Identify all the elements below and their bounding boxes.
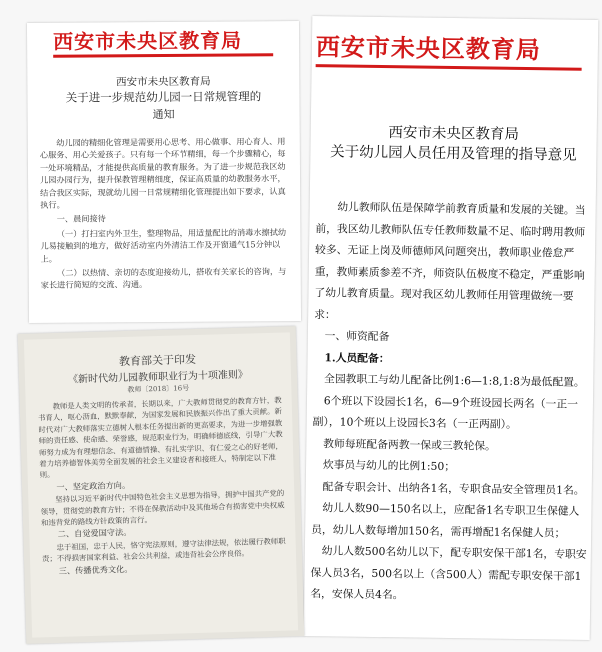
- photo-heading: 二、自觉爱国守法。: [57, 527, 132, 540]
- doc-right-title-line1: 西安市未央区教育局: [388, 125, 520, 143]
- photo-body: [38, 395, 287, 579]
- photo-title-line1: 教育部关于印发: [118, 352, 197, 369]
- doc-right-subheading-bold: 1.人员配备：: [324, 350, 390, 365]
- doc-right-banner-text: 西安市未央区教育局: [315, 33, 542, 65]
- doc-left-paragraph: 幼儿园的精细化管理是需要用心思考、用心做事、用心育人、用心服务、用心关爱孩子。只有每一个环节精细，每一个步骤精心，每一处环境精品，才能提供高质量的教育服务。为了进一步规范我区幼儿园办园行为，提升保教管理精细度，保证高质量的幼教服务水平，结合我区实际，现就幼儿园一日常规精细化管理提出如下要求，认真执行。: [39, 136, 286, 210]
- notice-document-left: [27, 21, 301, 323]
- doc-left-title-line1: 西安市未央区教育局: [116, 75, 211, 89]
- doc-right-line: 全园教职工与幼儿配备比例1:6—1:8,1:8为最低配置。: [323, 372, 585, 389]
- photo-paragraph: 忠于祖国，忠于人民，恪守宪法原则，遵守法律法规，依法履行教师职责；不得损害国家利益、社会公共利益，或违背社会公序良俗。: [41, 536, 286, 564]
- doc-right-line: 6个班以下设园长1名，6—9个班设园长两名（一正一副），10个班以上设园长3名（一正两副）。: [312, 393, 579, 431]
- doc-right-body: [310, 196, 592, 608]
- doc-right-title-line2: 关于幼儿园人员任用及管理的指导意见: [330, 144, 577, 164]
- photo-heading: 三、传播优秀文化。: [58, 563, 133, 576]
- doc-right-intro: 幼儿教师队伍是保障学前教育质量和发展的关键。当前，我区幼儿教师队伍专任教师数量不足、临时聘用教师较多、无证上岗及师德师风问题突出，教师职业倦怠严重，教师素质参差不齐，师资队伍极度不稳定，严重影响了幼儿教育质量。现对我区幼儿教师任用管理做统一要求：: [314, 200, 586, 321]
- doc-right-line: 炊事员与幼儿的比例1:50；: [322, 458, 456, 474]
- doc-right-line: 教师每班配备两教一保或三教轮保。: [323, 436, 496, 453]
- photo-paragraph: 坚持以习近平新时代中国特色社会主义思想为指导，拥护中国共产党的领导，贯彻党的教育方针；不得在保教活动中及其他场合有损害党中央权威和违背党的路线方针政策的言行。: [40, 488, 285, 528]
- photo-title-line2: 《新时代幼儿园教师职业行为十项准则》: [67, 369, 249, 386]
- doc-left-title-line3: 通知: [152, 107, 175, 122]
- doc-right-line: 幼儿人数90—150名以上，应配备1名专职卫生保健人员，幼儿人数每增加150名，需再增配1名保健人员；: [311, 501, 580, 540]
- doc-left-body: [40, 135, 291, 294]
- doc-left-banner: [53, 27, 273, 58]
- doc-right-banner: [316, 30, 582, 71]
- doc-left-banner-text: 西安市未央区教育局: [53, 28, 243, 54]
- doc-right-section-heading: 一、师资配备: [324, 329, 390, 344]
- teacher-code-photo: [18, 326, 305, 644]
- guidance-document-right: [304, 16, 599, 640]
- doc-left-title-line2: 关于进一步规范幼儿园一日常规管理的: [65, 89, 262, 105]
- doc-left-paragraph: （二）以热情、亲切的态度迎接幼儿，搭收有关家长的咨询，与家长进行简短的交流、沟通。: [40, 266, 287, 291]
- doc-right-line: 幼儿人数500名幼儿以下，配专职安保干部1名，专职安保人员3名，500名以上（含500人）需配专职安保干部1名，安保人员4名。: [310, 544, 587, 602]
- doc-left-paragraph: （一）打扫室内外卫生，整理物品，用适量配比的消毒水擦拭幼儿易接触到的地方，做好活动室内外清洁工作及开窗通气15分钟以上。: [40, 226, 287, 264]
- doc-right-line: 配备专职会计、出纳各1名，专职食品安全管理员1名。: [322, 479, 585, 497]
- photo-heading: 一、坚定政治方向。: [56, 479, 131, 492]
- photo-paragraph: 教师是人类文明的传承者，长期以来，广大教师贯彻党的教育方针，教书育人，呕心沥血，默默奉献，为国家发展和民族振兴作出了重大贡献。新时代对广大教师落实立德树人根本任务提出新的更高要求，为进一步增强教师的责任感、使命感、荣誉感，规范职业行为，明确师德底线，引导广大教师努力成为有理想信念、有道德情操、有扎实学识、有仁爱之心的好老师，着力培养德智体美劳全面发展的社会主义建设者和接班人，特制定以下准则。: [37, 395, 283, 480]
- photo-doc-number: 教师〔2018〕16号: [127, 384, 190, 394]
- photo-paper: [24, 332, 298, 637]
- doc-left-paragraph: 一、晨间接待: [56, 213, 106, 225]
